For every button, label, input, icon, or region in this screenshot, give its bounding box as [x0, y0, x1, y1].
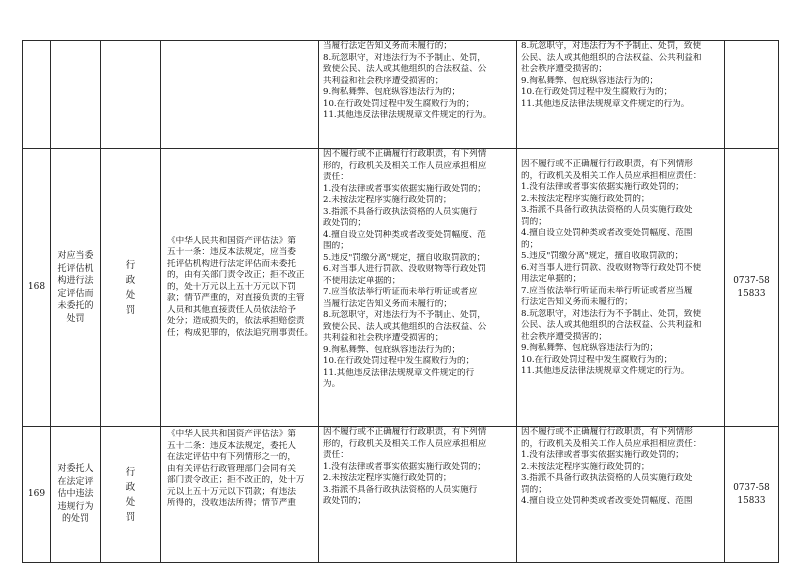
liability-line: 1.没有法律或者事实依据实施行政处罚的； [521, 450, 684, 460]
legal-basis-cell [161, 149, 319, 427]
liability-line: 11.其他违反法律法规规章文件规定的行为。 [521, 98, 690, 109]
liability-line: 1.没有法律或者事实依据实施行政处罚的； [521, 182, 684, 192]
liability-line: 2.未按法定程序实施行政处罚的； [521, 461, 650, 472]
duty-cell [319, 427, 517, 563]
legal-basis-line: 所得的，没收违法所得；情节严重 [167, 498, 296, 508]
duty-line: 1.没有法律或者事实依据实施行政处罚的； [323, 461, 486, 472]
duty-line: 责任： [323, 450, 349, 460]
legal-basis-line: 处分；造成损失的，依法承担赔偿责 [167, 316, 305, 327]
legal-basis-line: 任；构成犯罪的，依法追究刑事责任。 [167, 327, 314, 338]
duty-line: 9.徇私舞弊、包庇纵容违法行为的； [323, 344, 461, 355]
liability-line: 3.指派不具备行政执法资格的人员实施行政处 [521, 473, 693, 483]
duty-line: 政处罚的； [323, 496, 366, 506]
legal-basis-line: 的，由有关部门责令改正；拒不改正 [167, 270, 305, 281]
row-number-cell [23, 427, 51, 563]
duty-line: 2.未按法定程序实施行政处罚的； [323, 195, 452, 205]
legal-basis-line: 人员和其他直接责任人员依法给予 [167, 304, 296, 315]
legal-basis-line: 五十二条：违反本法规定，委托人 [167, 440, 296, 451]
liability-line: 3.指派不具备行政执法资格的人员实施行政处 [521, 205, 693, 215]
duty-line: 形的，行政机关及相关工作人员应承担相应 [323, 160, 487, 171]
legal-basis-line: 款；情节严重的，对直接负责的主管 [167, 293, 305, 304]
duty-line: 8.玩忽职守，对违法行为不予制止、处罚， [323, 310, 486, 320]
item-name-cell [51, 427, 101, 563]
duty-line: 致使公民、法人或其他组织的合法权益、公 [323, 64, 487, 74]
duty-line: 10.在行政处罚过程中发生腐败行为的； [323, 356, 475, 366]
legal-basis [161, 236, 318, 340]
liability-line: 公民、法人或其他组织的合法权益、公共利益和 [521, 52, 702, 63]
liability-line: 罚的； [521, 216, 547, 227]
item-name-cell [51, 149, 101, 427]
table-row [23, 427, 779, 563]
liability-line: 8.玩忽职守，对违法行为不予制止、处罚，致使 [521, 308, 702, 319]
duty-line: 因不履行或不正确履行行政职责，有下列情 [323, 427, 487, 437]
phone-cell [725, 41, 779, 149]
duty-line: 当履行法定告知义务而未履行的； [323, 41, 452, 51]
duty-line: 1.没有法律或者事实依据实施行政处罚的； [323, 183, 486, 194]
phone-cell [725, 149, 779, 427]
legal-basis-line: 的，处十万元以上五十万元以下罚 [167, 281, 296, 292]
liability-line: 11.其他违反法律法规规章文件规定的行为。 [521, 366, 690, 376]
duty-line: 为。 [323, 379, 341, 389]
duty-line: 不使用法定单据的； [323, 275, 401, 286]
liability-line: 10.在行政处罚过程中发生腐败行为的； [521, 354, 673, 365]
duty-line: 3.指派不具备行政执法资格的人员实施行 [323, 484, 478, 495]
category-cell [101, 149, 161, 427]
duty-line: 形的，行政机关及相关工作人员应承担相应 [323, 438, 487, 449]
legal-basis-line: 在法定评估中有下列情形之一的， [167, 452, 296, 462]
legal-basis-line: 《中华人民共和国资产评估法》第 [167, 429, 296, 439]
table-row [23, 149, 779, 427]
duty-line: 9.徇私舞弊、包庇纵容违法行为的； [323, 87, 461, 97]
item-name: 对应当委托评估机构进行法定评估而未委托的处罚 [57, 251, 94, 324]
duty-line: 10.在行政处罚过程中发生腐败行为的； [323, 98, 475, 109]
duty-line: 2.未按法定程序实施行政处罚的； [323, 473, 452, 483]
duty-line: 致使公民、法人或其他组织的合法权益、公 [323, 321, 487, 332]
category-cell [101, 41, 161, 149]
duty-line: 政处罚的； [323, 218, 366, 228]
liability-cell [517, 149, 725, 427]
legal-basis-cell [161, 427, 319, 563]
liability-cell [517, 41, 725, 149]
row-number: 169 [27, 488, 46, 499]
liability-line: 7.应当依法举行听证而未举行听证或者应当履 [521, 285, 693, 296]
legal-basis-line: 五十一条：违反本法规定，应当委 [167, 247, 296, 258]
liability-line: 社会秩序遭受损害的； [521, 64, 607, 74]
liability-line: 2.未按法定程序实施行政处罚的； [521, 193, 650, 204]
legal-basis-cell [161, 41, 319, 149]
legal-basis-line: 《中华人民共和国资产评估法》第 [167, 235, 296, 246]
duty-line: 7.应当依法举行听证而未举行听证或者应 [323, 287, 478, 297]
liability-line: 9.徇私舞弊、包庇纵容违法行为的； [521, 75, 659, 86]
duty-cell [319, 41, 517, 149]
duty-line: 当履行法定告知义务而未履行的； [323, 298, 452, 309]
duty-line: 因不履行或不正确履行行政职责，有下列情 [323, 149, 487, 159]
duty-line: 共利益和社会秩序遭受损害的； [323, 75, 444, 86]
liability-line: 6.对当事人进行罚款、没收财物等行政处罚不使 [521, 262, 702, 273]
duty-line: 共利益和社会秩序遭受损害的； [323, 333, 444, 343]
liability-line: 因不履行或不正确履行行政职责，有下列情形 [521, 159, 693, 169]
duty-line: 3.指派不具备行政执法资格的人员实施行 [323, 206, 478, 217]
row-number-cell [23, 149, 51, 427]
liability-line: 用法定单据的； [521, 274, 582, 284]
phone-number: 0737-58 15833 [733, 483, 770, 506]
duty-line: 11.其他违反法律法规规章文件规定的行为。 [323, 110, 492, 120]
legal-basis [161, 427, 318, 510]
duty-line: 8.玩忽职守，对违法行为不予制止、处罚， [323, 52, 486, 63]
duty-line: 责任： [323, 172, 349, 182]
duty-line: 6.对当事人进行罚款、没收财物等行政处罚 [323, 264, 486, 274]
legal-basis-line: 元以上五十万元以下罚款；有违法 [167, 486, 296, 497]
category: 行政处罚 [125, 259, 136, 316]
duty-cell [319, 149, 517, 427]
legal-basis-line: 部门责令改正；拒不改正的，处十万 [167, 475, 305, 485]
liability-line: 9.徇私舞弊、包庇纵容违法行为的； [521, 343, 659, 353]
liability-line: 公民、法人或其他组织的合法权益、公共利益和 [521, 320, 702, 330]
phone-cell [725, 427, 779, 563]
liability-line: 4.擅自设立处罚种类或者改变处罚幅度、范围 [521, 496, 693, 506]
liability-line: 10.在行政处罚过程中发生腐败行为的； [521, 87, 673, 97]
liability-line: 8.玩忽职守，对违法行为不予制止、处罚，致使 [521, 41, 702, 51]
liability-line: 4.擅自设立处罚种类或者改变处罚幅度、范围 [521, 228, 693, 238]
row-number-cell [23, 41, 51, 149]
liability-line: 的； [521, 239, 539, 250]
duty-line: 5.违反"罚缴分离"规定，擅自收取罚款的； [323, 252, 486, 263]
category-cell [101, 427, 161, 563]
liability-line: 社会秩序遭受损害的； [521, 331, 607, 342]
liability-line: 行法定告知义务而未履行的； [521, 297, 633, 307]
liability-line: 因不履行或不正确履行行政职责，有下列情形 [521, 427, 693, 437]
liability-line: 的，行政机关及相关工作人员应承担相应责任： [521, 438, 702, 449]
category: 行政处罚 [125, 466, 136, 523]
liability-line: 罚的； [521, 484, 547, 495]
liability-cell [517, 427, 725, 563]
duty-line: 围的； [323, 241, 349, 251]
phone-number: 0737-58 15833 [733, 276, 770, 299]
item-name-cell [51, 41, 101, 149]
item-name: 对委托人在法定评估中违法违规行为的处罚 [57, 464, 94, 525]
legal-basis-line: 由有关评估行政管理部门会同有关 [167, 463, 296, 474]
responsibility-table [22, 40, 779, 563]
duty-line: 11.其他违反法律法规规章文件规定的行 [323, 367, 475, 378]
legal-basis-line: 托评估机构进行法定评估而未委托 [167, 258, 296, 269]
liability-line: 5.违反"罚缴分离"规定，擅自收取罚款的； [521, 251, 684, 261]
row-number: 168 [27, 281, 46, 292]
liability-line: 的，行政机关及相关工作人员应承担相应责任： [521, 170, 702, 181]
table-row [23, 41, 779, 149]
duty-line: 4.擅自设立处罚种类或者改变处罚幅度、范 [323, 229, 486, 240]
